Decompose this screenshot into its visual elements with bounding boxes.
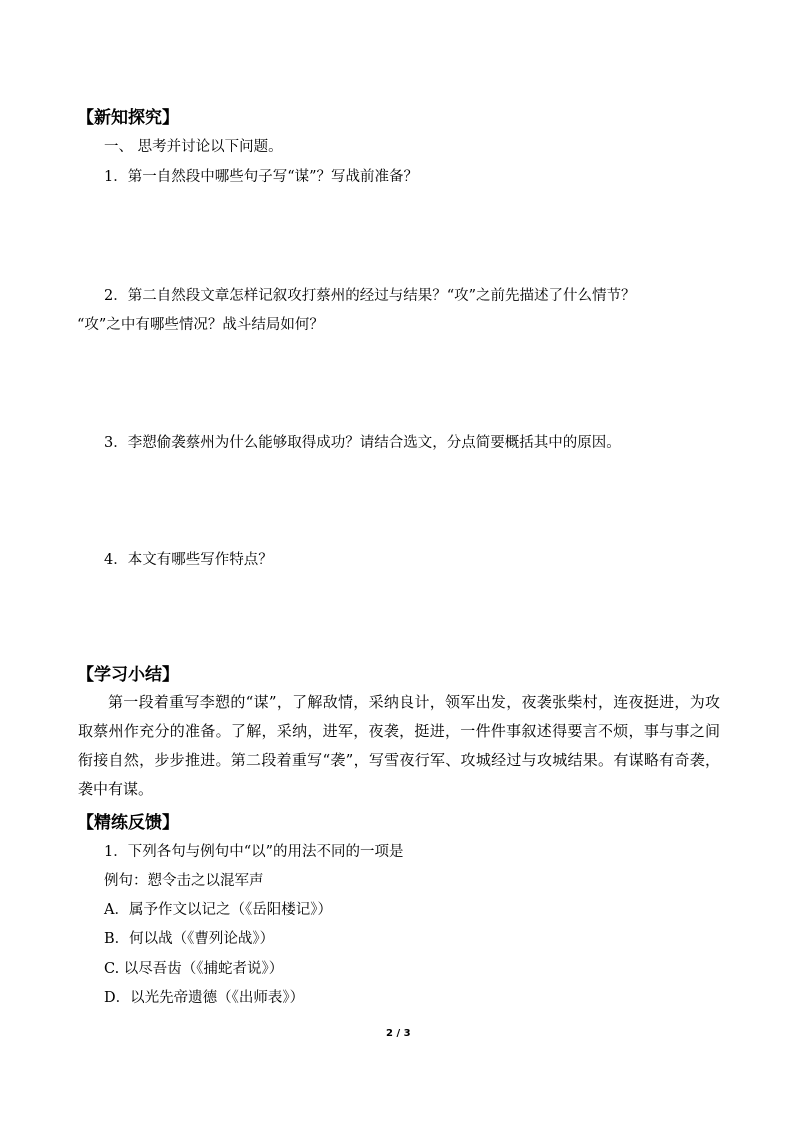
question-1: 1．第一自然段中哪些句子写“谋”？写战前准备？ bbox=[104, 169, 419, 185]
practice-example: 例句：愬令击之以混军声 bbox=[104, 873, 264, 889]
summary-paragraph: 第一段着重写李愬的“谋”，了解敌情，采纳良计，领军出发，夜袭张柴村，连夜挺进，为攻取蔡州作充分的准备。了解，采纳，进军，夜袭，挺进，一件件事叙述得要言不烦，事与事之间衔接自然，步步推进。第二段着重写“袭”，写雪夜行军、攻城经过与攻城结果。有谋略有奇袭，袭中有谋。 bbox=[78, 693, 720, 798]
section-heading-summary: 【学习小结】 bbox=[77, 665, 179, 685]
explore-intro: 一、 思考并讨论以下问题。 bbox=[104, 139, 283, 155]
option-b: B．何以战（《曹列论战》） bbox=[104, 931, 275, 947]
section-heading-explore: 【新知探究】 bbox=[77, 108, 179, 128]
page-number: 2 / 3 bbox=[386, 1028, 411, 1039]
question-3: 3．李愬偷袭蔡州为什么能够取得成功？请结合选文，分点简要概括其中的原因。 bbox=[104, 435, 621, 451]
question-4: 4．本文有哪些写作特点？ bbox=[104, 552, 273, 568]
section-heading-practice: 【精练反馈】 bbox=[77, 813, 179, 833]
practice-question-1: 1．下列各句与例句中“以”的用法不同的一项是 bbox=[104, 844, 404, 860]
option-a: A．属予作文以记之（《岳阳楼记》） bbox=[104, 902, 332, 918]
option-d: D．以光先帝遗德（《出师表》） bbox=[104, 990, 305, 1006]
option-c: C. 以尽吾齿（《捕蛇者说》） bbox=[104, 961, 284, 977]
question-2-line-2: “攻”之中有哪些情况？战斗结局如何？ bbox=[77, 317, 324, 333]
question-2-line-1: 2．第二自然段文章怎样记叙攻打蔡州的经过与结果？“攻”之前先描述了什么情节？ bbox=[104, 288, 636, 304]
